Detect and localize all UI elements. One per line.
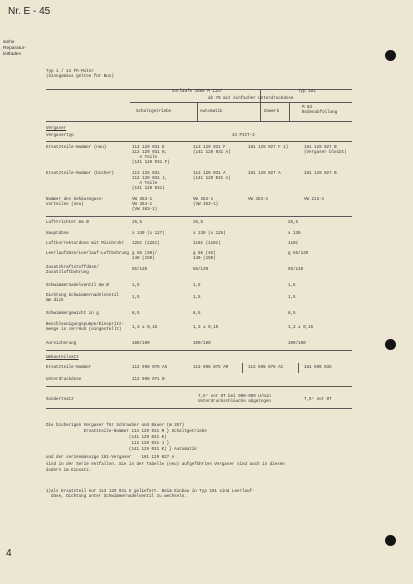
row-label: Anreicherung: [46, 342, 77, 346]
row-value: 181 129 027 B (Vergaser bleibt): [304, 146, 347, 155]
page-number: 4: [6, 548, 12, 559]
row-value: 100/100: [193, 342, 211, 346]
section-umbau: Umbauteilsatz: [46, 356, 79, 360]
footnote: 1)als Ersatzteil nur 113 129 031 G geliefert. Beim Einbau in Typ 181 sind Leerlauf- düse, Dichtung unter Schwimmernadelventil zu wechseln.: [46, 490, 255, 499]
row-value: 113 129 031 F (141 129 031 A): [193, 146, 231, 155]
row-value: VW 363-1 (VW 363-1): [193, 198, 219, 207]
row-label: Zusatzkraftstoffdüse/ Zusatzluftbohrung: [46, 266, 99, 275]
col-divider: [197, 103, 198, 121]
row-value: 1,3 ± 0,15: [132, 326, 158, 330]
row-value: 113 129 031 A (141 129 031 A): [193, 172, 231, 181]
footer-line: sind in der Serie entfallen. Sie in der Tabelle (neu) aufgeführten Vergaser sind auch in diesen: [46, 463, 285, 467]
row-label: Leerlaufdüse/Leerlauf-Luftbohrung: [46, 252, 129, 256]
footer-line: und der serienmässige 181-Vergaser 181 129 027 A: [46, 456, 175, 460]
row-label: Nummer des Gehäuseguss- vorteiles (neu): [46, 198, 104, 207]
col-head-c1: Schaltgetriebe: [136, 110, 172, 114]
row-value: 110z: [288, 242, 299, 246]
row-value: g 55/130: [288, 252, 309, 256]
row-value: 25,5: [193, 221, 204, 225]
row-value: 25,5: [288, 221, 299, 225]
row-value: 1,3 ± 0,15: [193, 326, 219, 330]
side-note: siehe Reparatur- leitfaden: [3, 40, 26, 57]
row-value: 8,5: [288, 312, 296, 316]
col-head-c4: M 83 Bodenabfüllung: [302, 106, 338, 115]
footer-line: ändern im Einsatz.: [46, 469, 92, 473]
col-head-c2: Automatik: [200, 110, 223, 114]
row-label: Dichtung Schwimmernadelventil mm dick: [46, 294, 119, 303]
row-value: 1,5: [193, 296, 201, 300]
row-value: 100/100: [288, 342, 306, 346]
footer-line: 113 129 031 J }: [46, 442, 170, 446]
row-rule: [46, 408, 352, 409]
row-value: x 130 (x 125): [193, 232, 226, 236]
row-value: 7,5° vor OT: [304, 398, 332, 402]
row-rule: [46, 386, 352, 387]
row-value: 181 129 027 F 1): [248, 146, 289, 150]
row-value: 113 129 031 113 129 031 J, A Teile (141 129 031): [132, 172, 168, 191]
row-rule: [46, 141, 352, 142]
page-title: Nr. E - 45: [8, 6, 51, 17]
row-value: 55/130: [193, 268, 209, 272]
row-label: Ersatzteile-Nummer (neu): [46, 146, 107, 150]
row-label: Unterdruckdose: [46, 378, 82, 382]
row-value: x 130 (x 127): [132, 232, 165, 236]
col-divider: [289, 103, 290, 121]
row-value: 100/100: [132, 342, 150, 346]
row-value: 113 998 075 AM: [193, 366, 229, 370]
row-label: Luftkorrekturdüse mit Mischrohr: [46, 242, 124, 246]
footer-line: Ersatzteile-Nummer 113 129 031 R } Schaltgetriebe: [46, 430, 207, 434]
row-label: Sondertsatz: [46, 398, 74, 402]
row-value: 7,5° vor OT bei 900-950 U/min Unterdruckschläuche abgezogen: [198, 395, 271, 404]
row-value: 55/130: [132, 268, 148, 272]
row-value: 113 998 071 B: [132, 378, 165, 382]
col-head-top-b: Typ 181: [298, 90, 316, 94]
row-rule: [46, 350, 352, 351]
row-value: 25,5: [132, 221, 143, 225]
row-value: VW 363-1 VW 364-1 (VW 363-1): [132, 198, 158, 212]
row-value: 1,3 ± 0,15: [288, 326, 314, 330]
row-label: Schwimmergewicht in g: [46, 312, 99, 316]
row-label: Beschleunigungspumpe/Einspritz- menge in cm³/Hub (eingestellt): [46, 323, 124, 332]
col-head-top-a: Vorlaufe 1600 M 115/: [172, 90, 223, 94]
row-value: 8,5: [132, 312, 140, 316]
footer-line: (141 129 031 K) } Automatik: [46, 448, 197, 452]
row-label: Lufttrichter mm Ø: [46, 221, 89, 225]
row-value: VW 363-1: [248, 198, 269, 202]
row-value: 125z (125z): [132, 242, 160, 246]
col-head-c3: Gewerb: [264, 110, 280, 114]
row-value: VW 213-1: [304, 198, 325, 202]
row-value: g 55 (45) 140 (150): [193, 252, 216, 261]
section-vergaser: Vergaser: [46, 127, 67, 131]
row-label: Ersatzteile-Nummer (bisher): [46, 172, 114, 176]
col-divider: [260, 89, 261, 121]
row-value: 181 129 027 B: [304, 172, 337, 176]
row-label: Ersatzteile-Nummer: [46, 366, 92, 370]
row-value: g 55 (60)/ 140 (150): [132, 252, 158, 261]
footer-line: Die bisherigen Vergaser für Schrauber und Bauer (W 357): [46, 424, 185, 428]
footer-line: (141 129 031 K): [46, 436, 167, 440]
row-value: 113 129 031 E 113 129 031 B, A Teile (141 129 031 F): [132, 146, 170, 165]
row-value: 181 998 035: [304, 366, 332, 370]
row-rule: [46, 216, 352, 217]
col-head-sub: ab 70 mit einfacher Unterdruckdose: [208, 97, 294, 101]
row-value: 113 998 075 AC: [248, 366, 284, 370]
row-label: Vergasertyp: [46, 134, 74, 138]
row-value: 1,5: [288, 284, 296, 288]
punch-hole-top: [385, 50, 396, 61]
row-value: 181 129 027 A: [248, 172, 281, 176]
intro-text: Typ 1 / 14 Fh-Motor (Sinngemäss gelten für Bus): [46, 70, 114, 79]
row-value: 1,5: [132, 284, 140, 288]
header-rule: [130, 102, 352, 103]
row-value: 1,5: [193, 284, 201, 288]
col-divider: [298, 363, 299, 373]
row-value: 1,5: [132, 296, 140, 300]
row-value: 1,5: [288, 296, 296, 300]
row-value: 113 998 075 AS: [132, 366, 168, 370]
row-label: Hauptdüse: [46, 232, 69, 236]
punch-hole-middle: [385, 339, 396, 350]
row-value: 55/130: [288, 268, 304, 272]
header-bottom-rule: [46, 121, 352, 122]
punch-hole-bottom: [385, 535, 396, 546]
row-value: 110z (110z): [193, 242, 221, 246]
row-value: 34 PICT-3: [232, 134, 255, 138]
col-divider: [242, 363, 243, 373]
row-label: Schwimmernadelventil mm Ø: [46, 284, 109, 288]
row-value: x 130: [288, 232, 301, 236]
row-value: 8,5: [193, 312, 201, 316]
